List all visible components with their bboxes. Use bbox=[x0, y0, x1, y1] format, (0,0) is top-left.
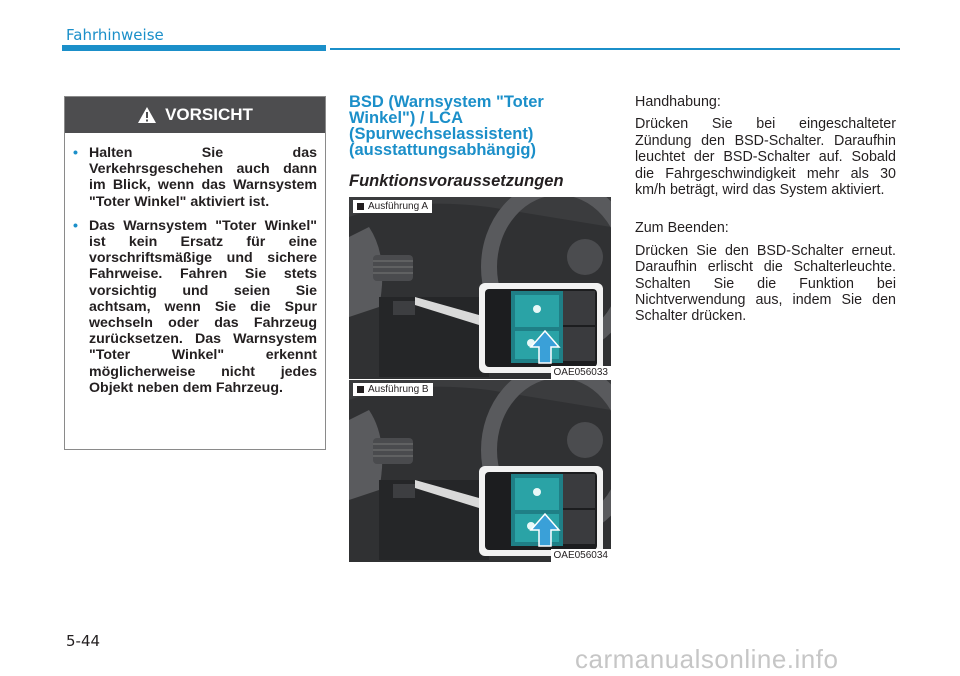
figure-label-text: Ausführung B bbox=[368, 384, 429, 395]
figure-label bbox=[353, 200, 432, 213]
caution-box bbox=[64, 96, 326, 450]
handling-text: Drücken Sie bei eingeschalteter Zündung den BSD-Schalter. Daraufhin leuchtet der BSD-Schalter auf. Sobald die Fahrgeschwindigkeit mehr als 30 km/h beträgt, wird das System aktiviert. bbox=[635, 116, 896, 199]
end-heading: Zum Beenden: bbox=[635, 220, 729, 237]
figure-label bbox=[353, 383, 433, 396]
header-rule-thick bbox=[62, 45, 326, 51]
square-bullet-icon bbox=[357, 386, 364, 393]
figure-variant-a bbox=[349, 197, 611, 379]
watermark: carmanualsonline.info bbox=[575, 644, 839, 674]
handling-heading: Handhabung: bbox=[635, 94, 721, 110]
caution-list bbox=[65, 133, 325, 396]
end-text: Drücken Sie den BSD-Schalter erneut. Daraufhin erlischt die Schalterleuchte. Schalten Sie die Funktion bei Nichtverwendung aus, indem Sie den Schalter drücken. bbox=[635, 242, 896, 325]
dashboard-illustration bbox=[349, 380, 611, 562]
warning-triangle-icon bbox=[137, 106, 157, 124]
page-number: 5-44 bbox=[66, 632, 101, 650]
instructions-column bbox=[635, 94, 896, 331]
figure-code: OAE056033 bbox=[551, 366, 612, 379]
section-title: BSD (Warnsystem "Toter Winkel") / LCA (Spurwechselassistent) (ausstattungsabhängig) bbox=[349, 93, 544, 159]
caution-item: • Das Warnsystem "Toter Winkel" ist kein Ersatz für eine vorschriftsmäßige und sichere Fahrweise. Fahren Sie stets vorsichtig und seien Sie achtsam, wenn Sie die Spur wechseln oder das Fahrzeug zurücksetzen. Das Warnsystem "Toter Winkel" erkennt möglicherweise nicht jedes Objekt neben dem Fahrzeug. bbox=[85, 218, 317, 396]
figure-code: OAE056034 bbox=[551, 549, 612, 562]
caution-heading: VORSICHT bbox=[165, 105, 253, 124]
section-header: Fahrhinweise bbox=[66, 26, 164, 44]
paragraph-gap bbox=[635, 204, 896, 220]
caution-header bbox=[65, 97, 325, 133]
square-bullet-icon bbox=[357, 203, 364, 210]
figure-variant-b bbox=[349, 380, 611, 562]
figure-label-text: Ausführung A bbox=[368, 201, 429, 212]
subheading: Funktionsvoraussetzungen bbox=[349, 172, 564, 190]
header-rule-thin bbox=[330, 48, 900, 50]
dashboard-illustration bbox=[349, 197, 611, 379]
caution-item: • Halten Sie das Verkehrsgeschehen auch dann im Blick, wenn das Warnsystem "Toter Winkel" aktiviert ist. bbox=[85, 145, 317, 210]
